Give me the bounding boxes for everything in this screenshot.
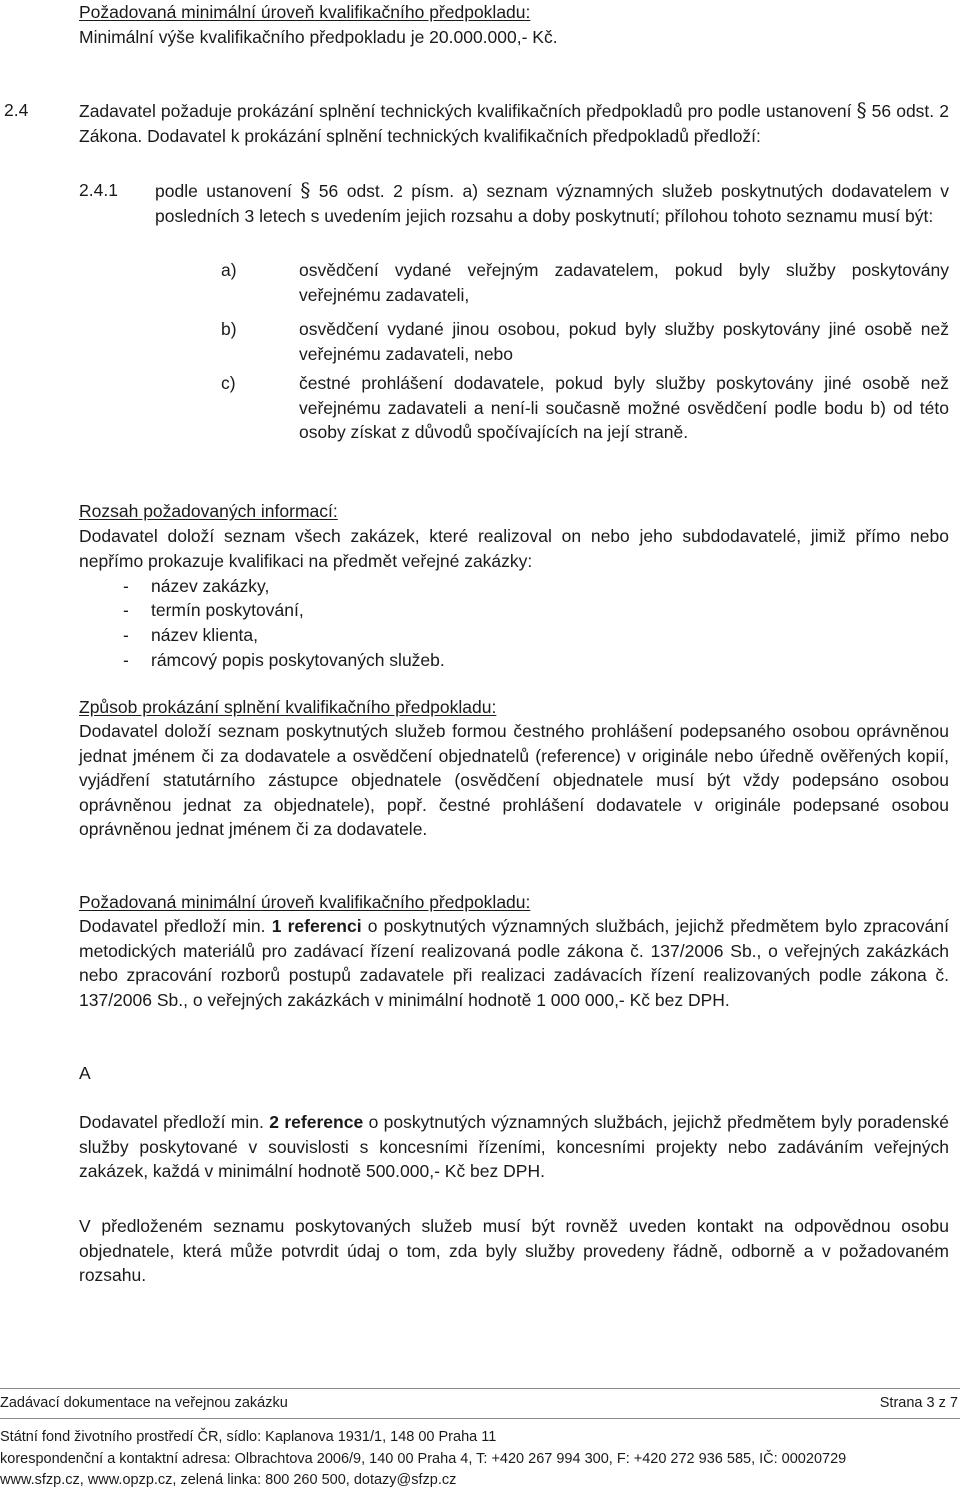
p2-pre: Dodavatel předloží min. xyxy=(79,1112,264,1132)
proof-text: Dodavatel doloží seznam poskytnutých služeb formou čestného prohlášení podepsaného osobou oprávněnou jednat jménem či za dodavatele a osvědčení objednatelů (reference) v originále nebo úředně ověřených kopií, vyjádření statutárního zástupce objednatele (osvědčení objednatele musí být vždy podepsáno osobou oprávněnou jednat za objednatele), popř. čestné prohlášení dodavatele v originále podepsané osobou oprávněnou jednat jménem či za dodavatele. xyxy=(79,721,949,840)
p1-bold: 1 referenci xyxy=(271,916,362,936)
dash: - xyxy=(123,625,129,645)
dash: - xyxy=(123,600,129,620)
p1-pre: Dodavatel předloží min. xyxy=(79,916,266,936)
page-label: Strana xyxy=(879,1395,923,1411)
subsection-text xyxy=(155,178,949,228)
list-item-text: název klienta, xyxy=(151,625,259,645)
list-item-text: název zakázky, xyxy=(151,576,270,596)
top-heading: Požadovaná minimální úroveň kvalifikačního předpokladu: xyxy=(79,2,531,22)
p1-post: o poskytnutých významných službách, jejichž předmětem bylo zpracování metodických materiálů pro zadávací řízení realizovaná podle zákona č. 137/2006 Sb., o veřejných zakázkách nebo zpracování rozborů postupů zadavatele při realizaci zadávacích řízení realizovaných podle zákona č. 137/2006 Sb., o veřejných zakázkách v minimální hodnotě 1 000 000,- Kč bez DPH. xyxy=(79,916,949,1010)
proof-heading-block xyxy=(79,695,949,720)
list-item-text: termín poskytování, xyxy=(151,600,304,620)
minimum-heading-block xyxy=(79,890,949,915)
subsection-text-a: podle ustanovení xyxy=(155,181,292,201)
minimum-heading: Požadovaná minimální úroveň kvalifikačního předpokladu: xyxy=(79,892,531,912)
dash: - xyxy=(123,576,129,596)
subsection-text-b: 56 odst. 2 písm. a) seznam významných služeb poskytnutých dodavatelem v posledních 3 letech s uvedením jejich rozsahu a doby poskytnutí; přílohou tohoto seznamu musí být: xyxy=(155,181,949,226)
section-text-a: Zadavatel požaduje prokázání splnění technických kvalifikačních předpokladů pro podle ustanovení xyxy=(79,101,852,121)
scope-heading: Rozsah požadovaných informací: xyxy=(79,501,338,521)
page-current: 3 xyxy=(926,1395,935,1411)
section-text-b: 56 odst. 2 Zákona. Dodavatel k prokázání splnění technických kvalifikačních předpokladů předloží: xyxy=(79,101,949,146)
proof-heading: Způsob prokázání splnění kvalifikačního předpokladu: xyxy=(79,697,497,717)
footer-rule-top xyxy=(0,1388,960,1389)
subsection-number: 2.4.1 xyxy=(79,180,118,200)
footer-rule-bottom xyxy=(0,1418,960,1419)
p2-post: o poskytnutých významných službách, jejichž předmětem byly poradenské služby poskytované v souvislosti s koncesními řízeními, koncesními projekty nebo zadáváním veřejných zakázek, každá v minimální hodnotě 500.000,- Kč bez DPH. xyxy=(79,1112,949,1182)
scope-heading-block xyxy=(79,499,949,524)
top-heading-block xyxy=(79,0,949,25)
footer-line-1: Státní fond životního prostředí ČR, sídlo: Kaplanova 1931/1, 148 00 Praha 11 xyxy=(0,1429,497,1445)
footer-page-number xyxy=(880,1394,958,1414)
paragraph-sign: § xyxy=(856,98,867,122)
and-marker: A xyxy=(79,1063,91,1083)
item-text: čestné prohlášení dodavatele, pokud byly služby poskytovány jiné osobě než veřejnému zadavateli a není-li současně možné osvědčení podle bodu b) od této osoby získat z důvodů spočívajících na její straně. xyxy=(299,373,949,443)
footer-doc-title: Zadávací dokumentace na veřejnou zakázku xyxy=(0,1395,288,1411)
item-text: osvědčení vydané jinou osobou, pokud byly služby poskytovány jiné osobě než veřejnému zadavateli, nebo xyxy=(299,319,949,364)
section-number: 2.4 xyxy=(4,100,29,120)
page-sep: z xyxy=(938,1395,946,1411)
item-label: b) xyxy=(221,319,237,339)
minimum-paragraph-1 xyxy=(79,914,949,1012)
minimum-paragraph-2 xyxy=(79,1110,949,1184)
top-value: Minimální výše kvalifikačního předpokladu je 20.000.000,- Kč. xyxy=(79,27,558,47)
dash: - xyxy=(123,650,129,670)
item-text: osvědčení vydané veřejným zadavatelem, pokud byly služby poskytovány veřejnému zadavateli, xyxy=(299,260,949,305)
footer-line-2: korespondenční a kontaktní adresa: Olbrachtova 2006/9, 140 00 Praha 4, T: +420 267 994 300, F: +420 272 936 585, IČ: 00020729 xyxy=(0,1451,847,1467)
p2-bold: 2 reference xyxy=(269,1112,364,1132)
list-item-text: rámcový popis poskytovaných služeb. xyxy=(151,650,445,670)
item-label: a) xyxy=(221,260,237,280)
section-text xyxy=(79,98,949,148)
paragraph-sign: § xyxy=(300,178,311,202)
minimum-paragraph-3: V předloženém seznamu poskytovaných služeb musí být rovněž uveden kontakt na odpovědnou osobu objednatele, která může potvrdit údaj o tom, zda byly služby provedeny řádně, odborně a v požadovaném rozsahu. xyxy=(79,1216,949,1286)
page-total: 7 xyxy=(949,1395,958,1411)
scope-text: Dodavatel doloží seznam všech zakázek, které realizoval on nebo jeho subdodavatelé, jimiž přímo nebo nepřímo prokazuje kvalifikaci na předmět veřejné zakázky: xyxy=(79,526,949,571)
footer-line-3: www.sfzp.cz, www.opzp.cz, zelená linka: 800 260 500, dotazy@sfzp.cz xyxy=(0,1472,457,1488)
item-label: c) xyxy=(221,373,236,393)
